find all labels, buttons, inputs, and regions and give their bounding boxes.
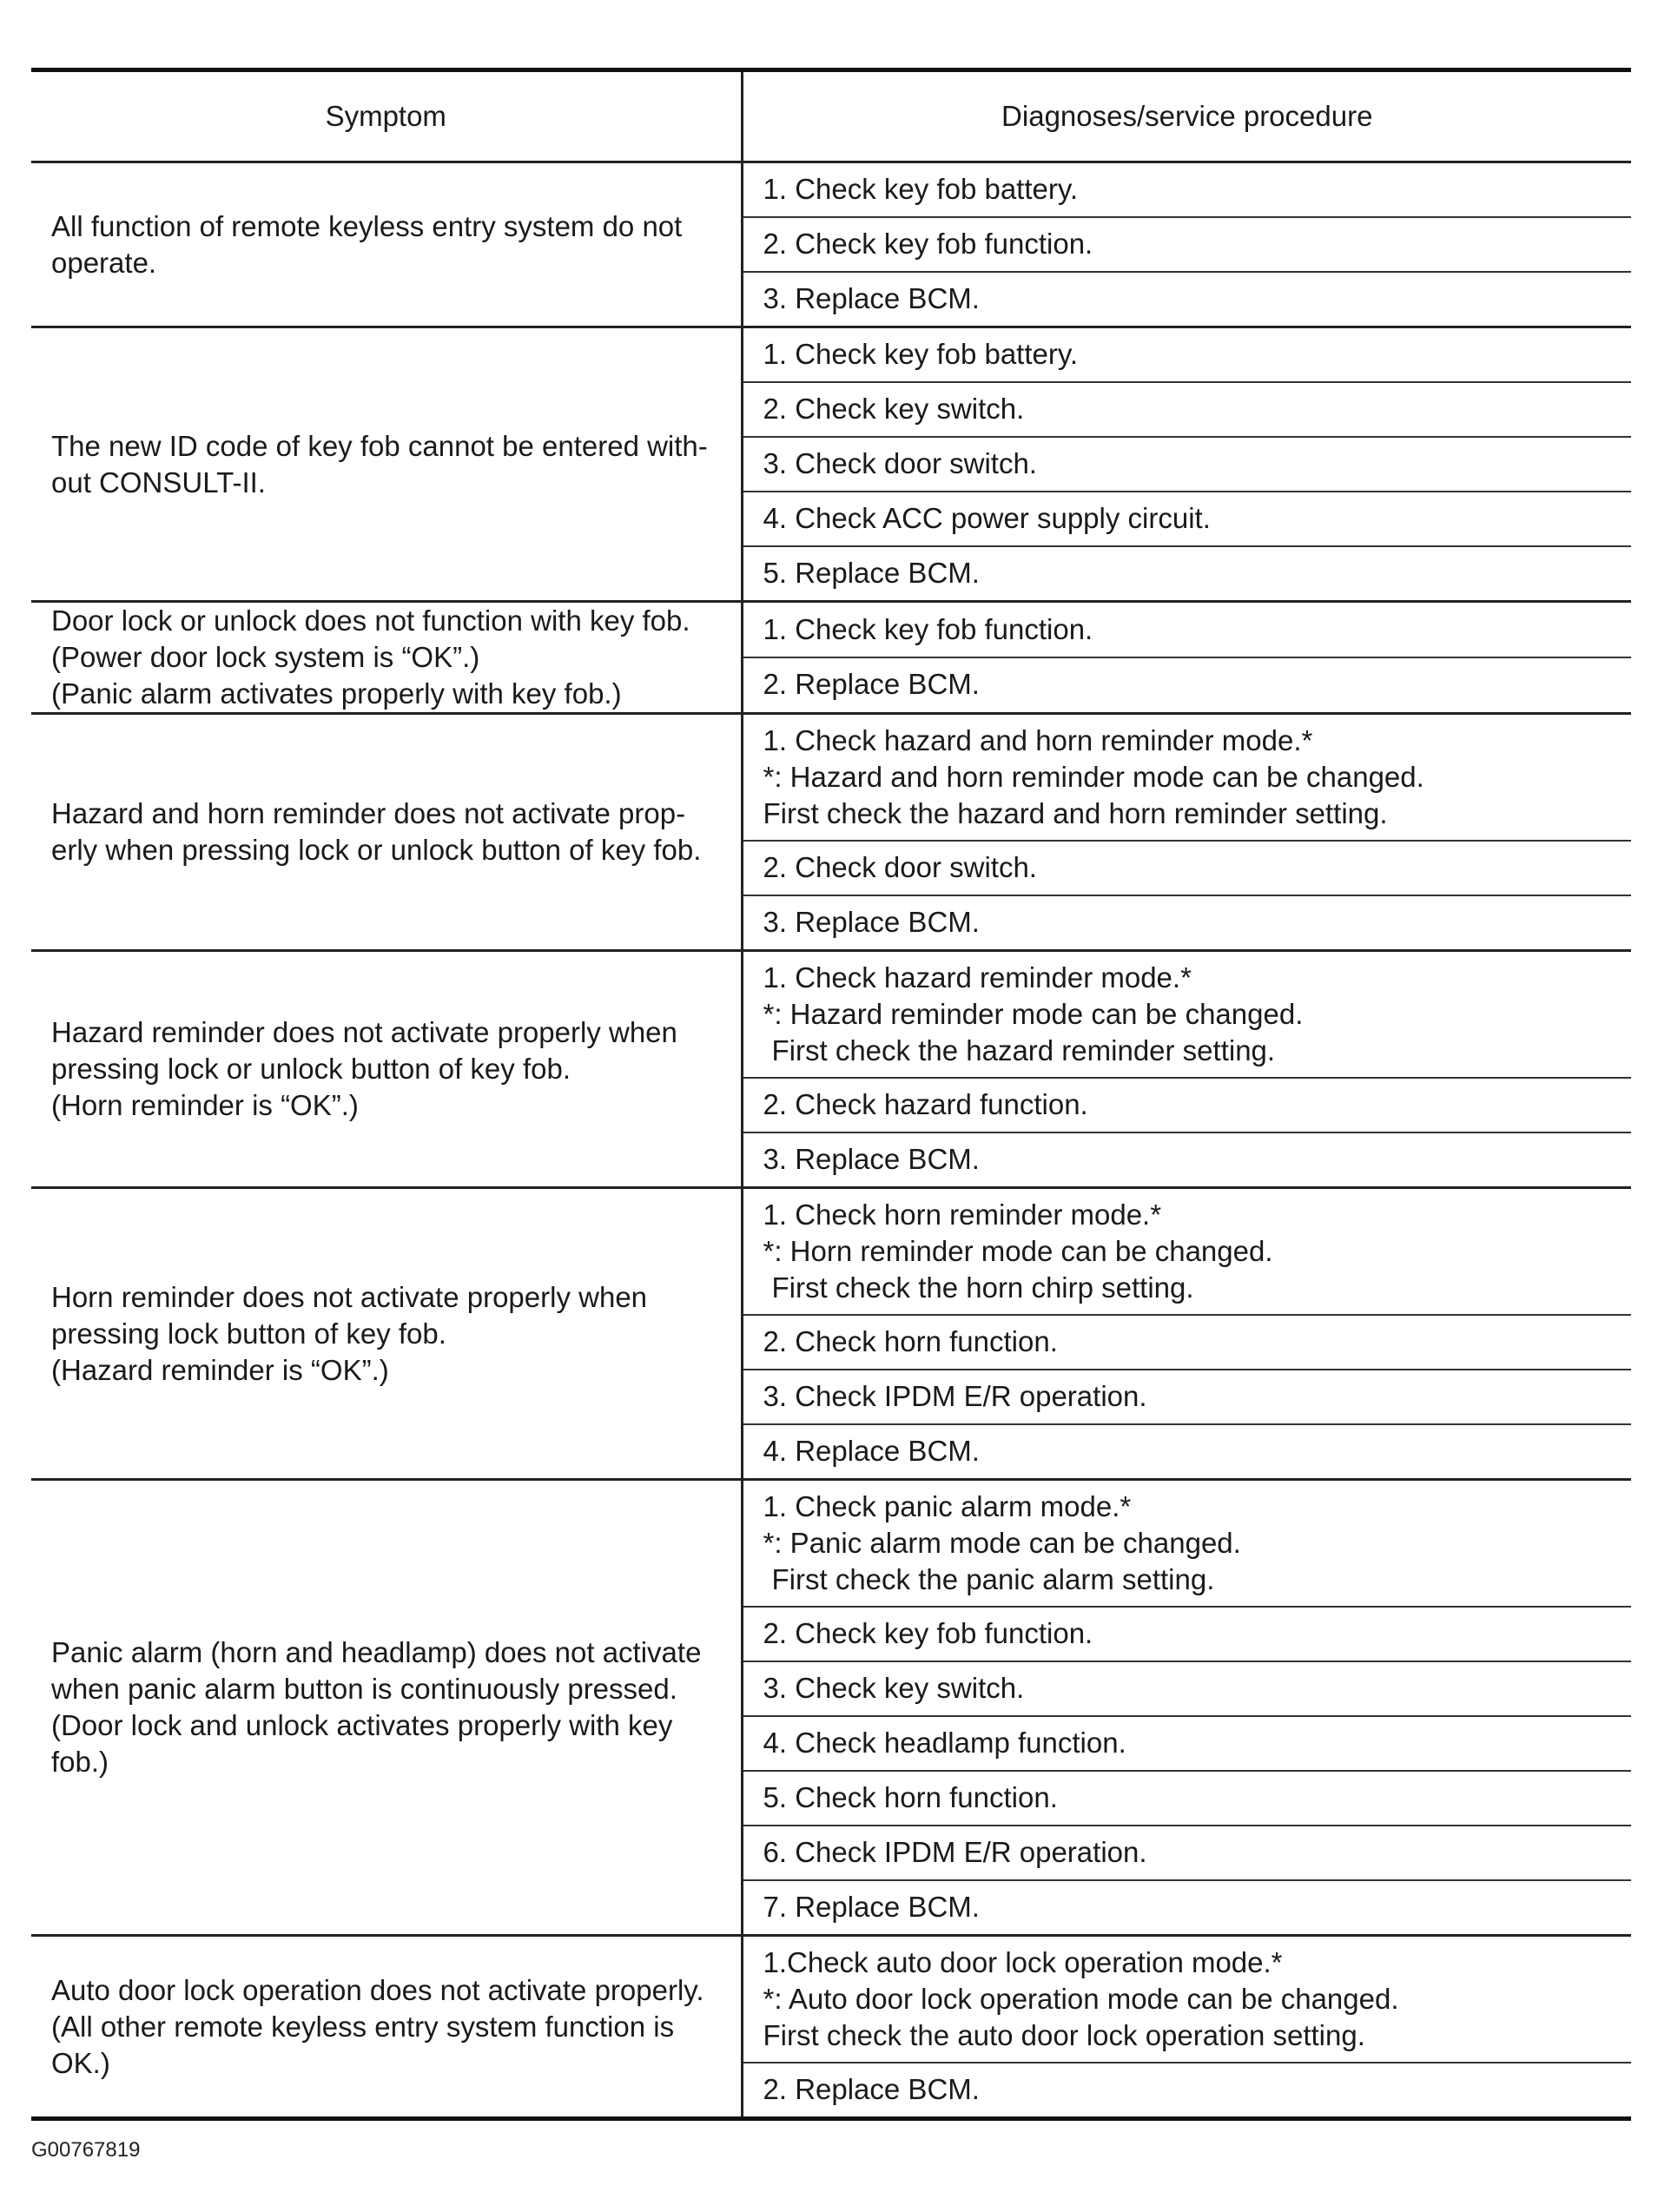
procedure-step	[743, 1079, 1632, 1133]
procedure-step	[743, 218, 1632, 273]
procedure-line: 3. Replace BCM.	[763, 1143, 980, 1175]
symptom-line: (Hazard reminder is “OK”.)	[51, 1353, 389, 1386]
procedure-line: 2. Replace BCM.	[763, 668, 980, 700]
symptom-line: fob.)	[51, 1746, 109, 1778]
procedure-step	[743, 842, 1632, 896]
procedure-line: 1. Check key fob battery.	[763, 173, 1079, 205]
procedure-line: First check the panic alarm setting.	[771, 1563, 1215, 1595]
symptom-line: Hazard and horn reminder does not activate prop-	[51, 797, 686, 829]
procedure-cell	[742, 327, 1631, 602]
procedure-line: 2. Check key fob function.	[763, 1617, 1093, 1649]
symptom-line: (Door lock and unlock activates properly with key	[51, 1709, 673, 1741]
symptom-cell	[31, 162, 742, 327]
procedure-step	[743, 2063, 1632, 2116]
table-row	[31, 162, 1631, 327]
procedure-line: 1. Check panic alarm mode.*	[763, 1490, 1132, 1522]
procedure-line: 2. Replace BCM.	[763, 2073, 980, 2105]
table-body	[31, 162, 1631, 2119]
procedure-line: First check the hazard and horn reminder setting.	[763, 797, 1388, 829]
procedure-line: 1. Check hazard and horn reminder mode.*	[763, 724, 1313, 756]
procedure-line: 1.Check auto door lock operation mode.*	[763, 1946, 1283, 1978]
procedure-line: 2. Check door switch.	[763, 851, 1037, 883]
procedure-line: 4. Replace BCM.	[763, 1435, 980, 1467]
procedure-line: *: Hazard reminder mode can be changed.	[763, 998, 1304, 1030]
procedure-step	[743, 896, 1632, 949]
procedure-cell	[742, 602, 1631, 714]
table-row	[31, 602, 1631, 714]
symptom-line: Auto door lock operation does not activate properly.	[51, 1973, 704, 2006]
table-row	[31, 1936, 1631, 2119]
symptom-line: The new ID code of key fob cannot be entered with-	[51, 429, 708, 462]
procedure-line: 3. Check door switch.	[763, 447, 1037, 479]
procedure-cell	[742, 1936, 1631, 2119]
procedure-line: First check the horn chirp setting.	[771, 1271, 1194, 1304]
symptom-cell	[31, 951, 742, 1188]
procedure-step	[743, 273, 1632, 326]
procedure-step	[743, 1133, 1632, 1186]
symptom-line: out CONSULT-II.	[51, 466, 266, 499]
table-row	[31, 1480, 1631, 1936]
procedure-line: *: Auto door lock operation mode can be changed.	[763, 1983, 1399, 2015]
header-symptom: Symptom	[31, 70, 742, 162]
procedure-cell	[742, 1188, 1631, 1480]
procedure-line: 1. Check hazard reminder mode.*	[763, 961, 1192, 994]
procedure-cell	[742, 951, 1631, 1188]
procedure-line: *: Horn reminder mode can be changed.	[763, 1235, 1273, 1267]
symptom-cell	[31, 1188, 742, 1480]
table-row	[31, 327, 1631, 602]
symptom-line: OK.)	[51, 2046, 110, 2079]
procedure-line: First check the auto door lock operation setting.	[763, 2019, 1365, 2051]
procedure-line: 6. Check IPDM E/R operation.	[763, 1836, 1147, 1868]
procedure-step	[743, 1370, 1632, 1425]
procedure-line: 2. Check horn function.	[763, 1325, 1058, 1357]
procedure-step	[743, 1425, 1632, 1478]
header-procedure: Diagnoses/service procedure	[742, 70, 1631, 162]
procedure-step	[743, 1772, 1632, 1826]
procedure-line: 3. Replace BCM.	[763, 282, 980, 314]
procedure-line: *: Hazard and horn reminder mode can be changed.	[763, 761, 1424, 793]
symptom-line: Horn reminder does not activate properly when	[51, 1280, 648, 1313]
procedure-step	[743, 163, 1632, 218]
symptom-cell	[31, 1936, 742, 2119]
symptom-line: (Panic alarm activates properly with key fob.)	[51, 677, 622, 710]
procedure-step	[743, 1662, 1632, 1717]
procedure-step	[743, 658, 1632, 711]
procedure-step	[743, 492, 1632, 547]
procedure-cell	[742, 1480, 1631, 1936]
procedure-line: First check the hazard reminder setting.	[771, 1034, 1276, 1066]
symptom-line: pressing lock or unlock button of key fob.	[51, 1053, 571, 1085]
procedure-step	[743, 952, 1632, 1079]
symptom-line: Door lock or unlock does not function with key fob.	[51, 604, 690, 637]
table-header-row	[31, 70, 1631, 162]
symptom-line: Hazard reminder does not activate properly when	[51, 1016, 677, 1048]
procedure-line: 4. Check headlamp function.	[763, 1727, 1126, 1759]
symptom-cell	[31, 1480, 742, 1936]
symptom-line: (Horn reminder is “OK”.)	[51, 1089, 359, 1121]
procedure-step	[743, 604, 1632, 658]
procedure-line: 1. Check key fob battery.	[763, 338, 1079, 370]
symptom-line: (All other remote keyless entry system function is	[51, 2010, 675, 2043]
diagnosis-table	[31, 68, 1631, 2121]
procedure-line: 4. Check ACC power supply circuit.	[763, 502, 1211, 534]
procedure-line: 1. Check key fob function.	[763, 613, 1093, 645]
procedure-line: 3. Replace BCM.	[763, 906, 980, 938]
procedure-cell	[742, 714, 1631, 951]
table-row	[31, 951, 1631, 1188]
procedure-line: 2. Check key switch.	[763, 393, 1025, 425]
procedure-step	[743, 1316, 1632, 1370]
procedure-line: 2. Check hazard function.	[763, 1088, 1088, 1120]
symptom-line: pressing lock button of key fob.	[51, 1317, 446, 1350]
procedure-line: 2. Check key fob function.	[763, 228, 1093, 260]
symptom-line: when panic alarm button is continuously pressed.	[51, 1673, 677, 1705]
procedure-step	[743, 715, 1632, 842]
procedure-step	[743, 383, 1632, 438]
symptom-line: (Power door lock system is “OK”.)	[51, 641, 480, 673]
figure-id: G00767819	[31, 2138, 141, 2162]
procedure-step	[743, 328, 1632, 383]
symptom-line: All function of remote keyless entry system do not	[51, 209, 683, 242]
procedure-line: 3. Check IPDM E/R operation.	[763, 1380, 1147, 1412]
procedure-line: 5. Check horn function.	[763, 1781, 1058, 1813]
symptom-line: Panic alarm (horn and headlamp) does not activate	[51, 1636, 702, 1668]
procedure-line: 7. Replace BCM.	[763, 1891, 980, 1923]
procedure-step	[743, 438, 1632, 492]
procedure-step	[743, 1826, 1632, 1881]
table-row	[31, 1188, 1631, 1480]
procedure-step	[743, 1189, 1632, 1316]
procedure-cell	[742, 162, 1631, 327]
procedure-step	[743, 1881, 1632, 1934]
procedure-line: 5. Replace BCM.	[763, 557, 980, 589]
symptom-cell	[31, 327, 742, 602]
procedure-step	[743, 547, 1632, 600]
procedure-line: 1. Check horn reminder mode.*	[763, 1198, 1162, 1231]
symptom-cell	[31, 602, 742, 714]
table-row	[31, 714, 1631, 951]
procedure-line: 3. Check key switch.	[763, 1672, 1025, 1704]
procedure-line: *: Panic alarm mode can be changed.	[763, 1527, 1241, 1559]
symptom-cell	[31, 714, 742, 951]
symptom-line: erly when pressing lock or unlock button of key fob.	[51, 834, 702, 866]
procedure-step	[743, 1481, 1632, 1608]
procedure-step	[743, 1717, 1632, 1772]
procedure-step	[743, 1937, 1632, 2063]
procedure-step	[743, 1608, 1632, 1662]
symptom-line: operate.	[51, 246, 157, 279]
